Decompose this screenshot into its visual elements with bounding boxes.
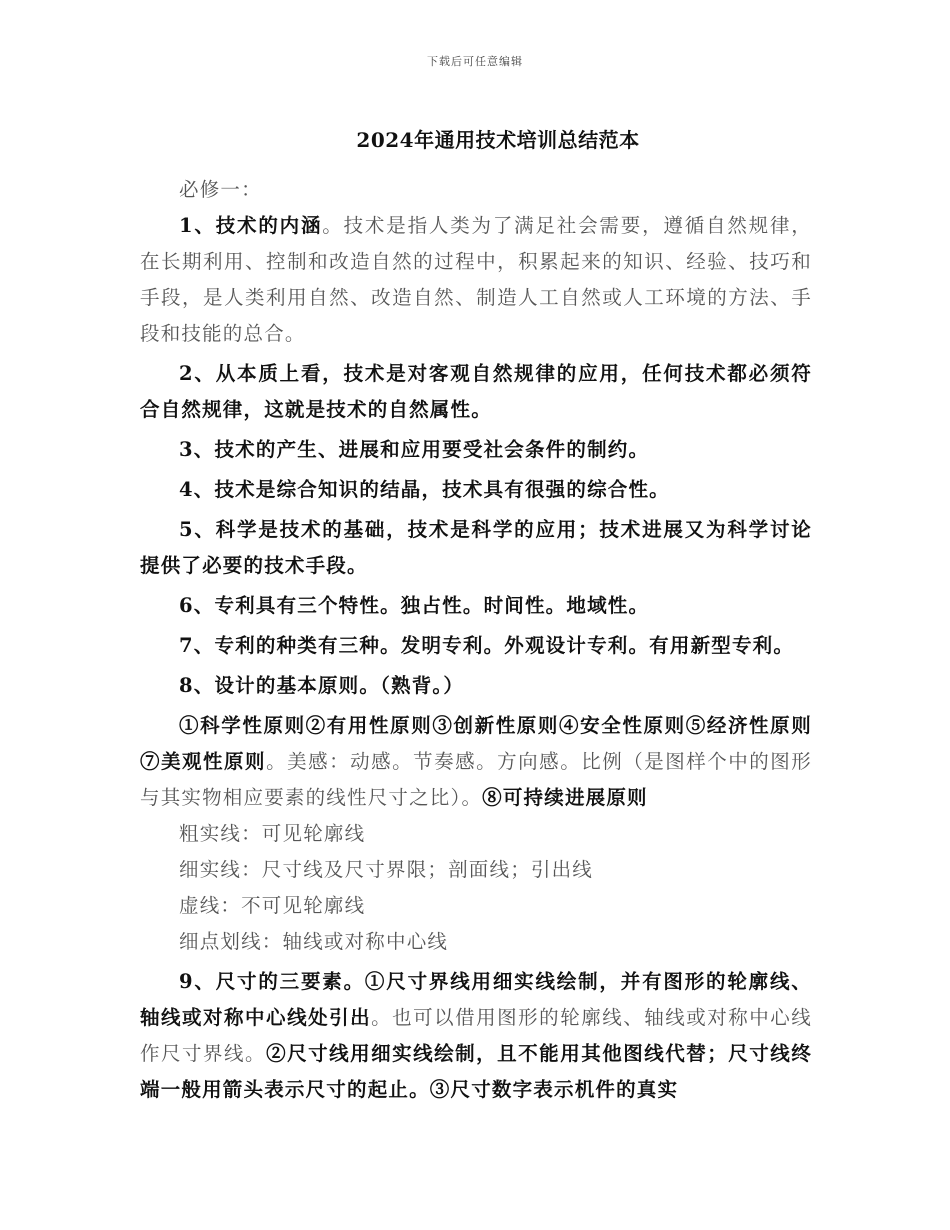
bold-text-run: ①科学性原则②有用性原则③创新性原则④安全性原则⑤经济性原则⑦美观性原则 [140,714,812,773]
text-run: 。也可以借用图形的轮廓线、轴线或对称中心线作尺寸界线。 [140,1006,812,1065]
bold-text-run: 2、从本质上看，技术是对客观自然规律的应用，任何技术都必须符合自然规律，这就是技术的自然属性。 [140,362,812,421]
document-title: 2024年通用技术培训总结范本 [356,128,640,152]
text-run: 。技术是指人类为了满足社会需要，遵循自然规律，在长期利用、控制和改造自然的过程中，积累起来的知识、经验、技巧和手段，是人类利用自然、改造自然、制造人工自然或人工环境的方法、手段和技能的总合。 [140,214,812,345]
bold-text-run: ⑧可持续进展原则 [482,786,648,809]
paragraph-2-natural-attribute [140,356,812,428]
line-type-dashed [140,888,812,924]
paragraph-5-science-tech [140,512,812,584]
bold-text-run: 5、科学是技术的基础，技术是科学的应用；技术进展又为科学讨论提供了必要的技术手段。 [140,518,812,577]
text-run: 细实线：尺寸线及尺寸界限；剖面线；引出线 [179,858,594,881]
paragraph-3-social-conditions [140,432,812,468]
paragraph-8-design-principles [140,668,812,704]
paragraph-7-patent-types [140,628,812,664]
paragraph-9-dimension-elements [140,964,812,1108]
bold-text-run: ②尺寸线用细实线绘制，且不能用其他图线代替；尺寸线终端一般用箭头表示尺寸的起止。③尺寸数字表示机件的真实 [140,1042,812,1101]
bold-text-run: 8、设计的基本原则。（熟背。） [179,674,465,697]
line-type-dash-dot [140,924,812,960]
paragraph-6-patent-traits [140,588,812,624]
paragraph-4-comprehensive [140,472,812,508]
bold-text-run: 3、技术的产生、进展和应用要受社会条件的制约。 [179,438,650,461]
paragraph-1-tech-definition [140,208,812,352]
text-run: 粗实线：可见轮廓线 [179,822,366,845]
paragraph-section-label [140,172,812,208]
text-run: 必修一： [179,178,262,201]
bold-text-run: 6、专利具有三个特性。独占性。时间性。地域性。 [179,594,650,617]
text-run: 虚线：不可见轮廓线 [179,894,366,917]
bold-text-run: 9、尺寸的三要素。①尺寸界线用细实线绘制，并有图形的轮廓线、轴线或对称中心线处引出 [140,970,812,1029]
text-run: 细点划线：轴线或对称中心线 [179,930,449,953]
header-note: 下载后可任意编辑 [427,55,523,68]
line-type-thick-solid [140,816,812,852]
document-body [140,172,812,1108]
bold-text-run: 4、技术是综合知识的结晶，技术具有很强的综合性。 [179,478,670,501]
line-type-thin-solid [140,852,812,888]
bold-text-run: 7、专利的种类有三种。发明专利。外观设计专利。有用新型专利。 [179,634,795,657]
paragraph-principles-list [140,708,812,816]
bold-text-run: 1、技术的内涵 [179,214,323,237]
text-run: 。美感：动感。节奏感。方向感。比例（是图样个中的图形与其实物相应要素的线性尺寸之比）。 [140,750,812,809]
